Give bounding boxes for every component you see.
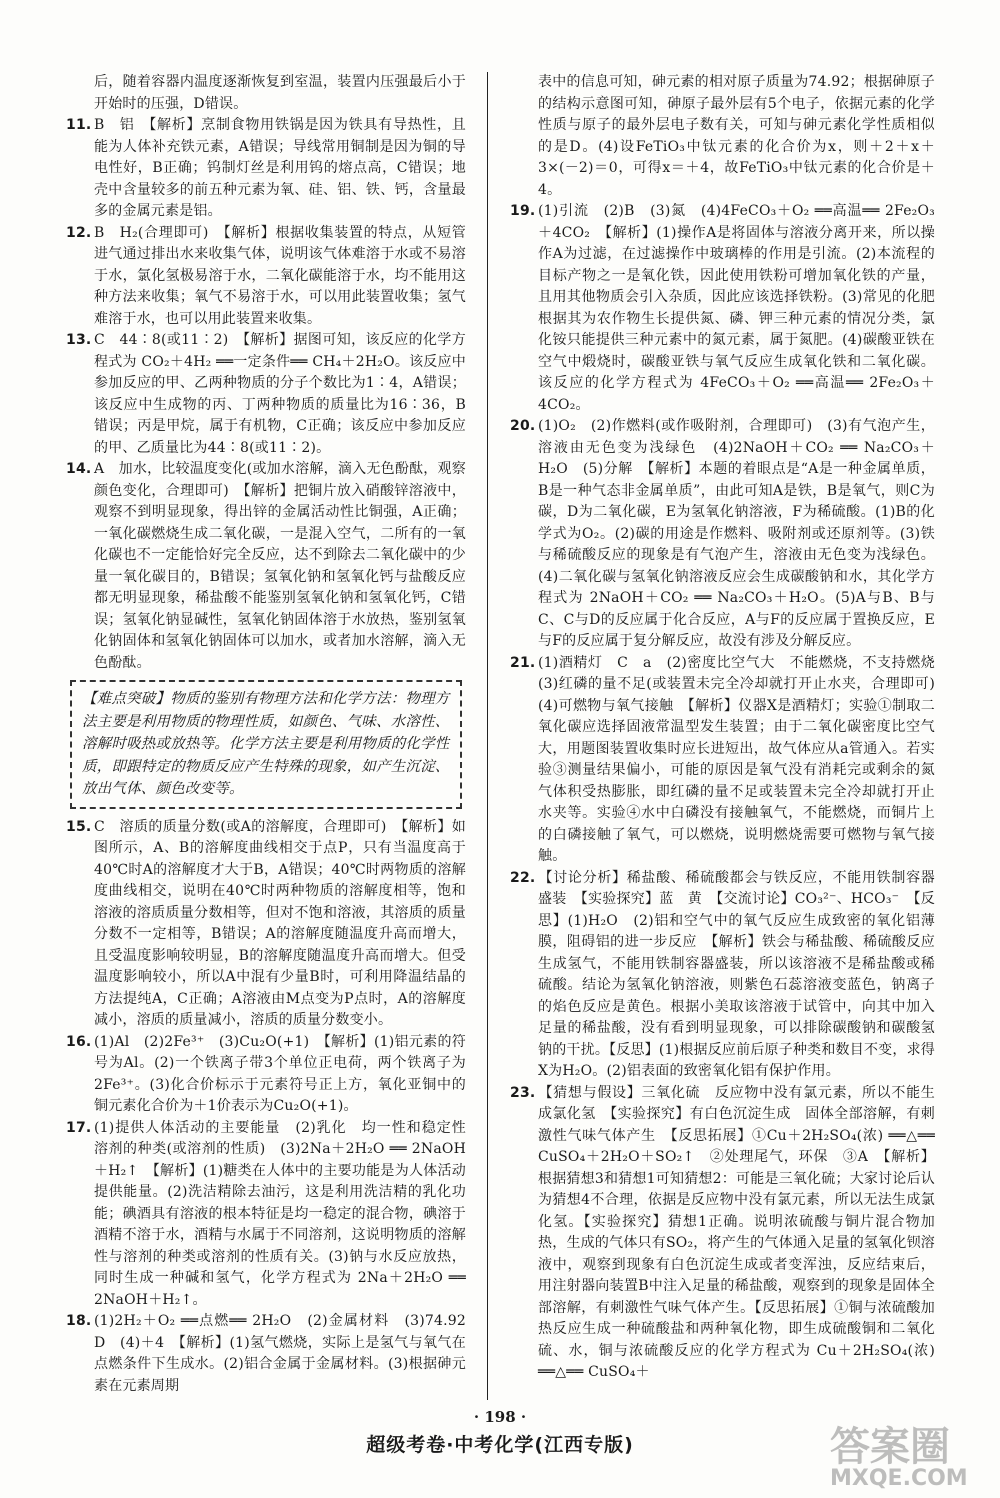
answer-text: (1)Al (2)2Fe³⁺ (3)Cu₂O(+1) 【解析】(1)铝元素的符号为Al。(2)一个铁离子带3个单位正电荷，两个铁离子为2Fe³⁺。(3)化合价标示于元素符号正上方，氧化亚铜中的铜元素化合价为＋1价表示为Cu₂O(+1)。 bbox=[94, 1033, 466, 1115]
answer-item bbox=[66, 330, 466, 459]
answer-item bbox=[66, 1032, 466, 1118]
answer-item bbox=[66, 72, 466, 115]
watermark-text: 答案圈 bbox=[830, 1424, 950, 1470]
answer-text: C 44∶8(或11∶2) 【解析】据图可知，该反应的化学方程式为 CO₂＋4H₂ ══一定条件══ CH₄＋2H₂O。该反应中参加反应的甲、乙两种物质的分子个数比为1∶4，A错误；该反应中生成物的丙、丁两种物质的质量比为16∶36，B错误；丙是甲烷，属于有机物，C正确；该反应中参加反应的甲、乙质量比为44∶8(或11∶2)。 bbox=[94, 332, 466, 456]
answer-text: 表中的信息可知，砷元素的相对原子质量为74.92；根据砷原子的结构示意图可知，砷原子最外层有5个电子，依据元素的化学性质与原子的最外层电子数有关，可知与砷元素化学性质相似的是D。(4)设FeTiO₃中钛元素的化合价为x，则＋2＋x＋3×(－2)＝0，可得x＝＋4，故FeTiO₃中钛元素的化合价是＋4。 bbox=[538, 74, 935, 198]
answer-item bbox=[66, 1118, 481, 1312]
book-title: 超级考卷·中考化学(江西专版) bbox=[366, 1434, 634, 1456]
question-number: 17. bbox=[66, 1119, 92, 1136]
column-divider bbox=[487, 72, 488, 1400]
answer-text: A 加水，比较温度变化(或加水溶解，滴入无色酚酞，观察颜色变化，合理即可) 【解析】把铜片放入硝酸锌溶液中，观察不到明显现象，得出锌的金属活动性比铜强，A正确；一氧化碳燃烧生成二氧化碳，一是混入空气，二所有的一氧化碳也不一定能恰好完全反应，达不到除去二氧化碳中的少量一氧化碳目的，B错误；氢氧化钠和氢氧化钙与盐酸反应都无明显现象，稀盐酸不能鉴别氢氧化钠和氢氧化钙，C错误；氢氧化钠显碱性，氢氧化钠固体溶于水放热，鉴别氢氧化钠固体和氢氧化钠固体可以加水，或者加水溶解，滴入无色酚酞。 bbox=[94, 461, 466, 671]
answer-text: 后，随着容器内温度逐渐恢复到室温，装置内压强最后小于开始时的压强，D错误。 bbox=[94, 74, 466, 112]
answer-text: B H₂(合理即可) 【解析】根据收集装置的特点，从短管进气通过排出水来收集气体，说明该气体难溶于水或不易溶于水，氯化氢极易溶于水，二氧化碳能溶于水，均不能用这种方法来收集；氧气不易溶于水，可以用此装置收集；氢气难溶于水，也可以用此装置来收集。 bbox=[94, 224, 466, 327]
question-number: 16. bbox=[66, 1033, 92, 1050]
answer-item bbox=[510, 416, 935, 653]
answer-text: (1)O₂ (2)作燃料(或作吸附剂，合理即可) (3)有气泡产生，溶液由无色变为浅绿色 (4)2NaOH＋CO₂ ══ Na₂CO₃＋H₂O (5)分解 【解析】本题的着眼点是“A是一种金属单质，B是一种气态非金属单质”，由此可知A是铁，B是氧气，则C为碳，D为二氧化碳，E为氢氧化钠溶液，F为稀硫酸。(1)B的化学式为O₂。(2)碳的用途是作燃料、吸附剂或还原剂等。(3)铁与稀硫酸反应的现象是有气泡产生，溶液由无色变为浅绿色。(4)二氧化碳与氢氧化钠溶液反应会生成碳酸钠和水，其化学方程式为 2NaOH＋CO₂ ══ Na₂CO₃＋H₂O。(5)A与B、B与C、C与D的反应属于化合反应，A与F的反应属于置换反应，E与F的反应属于复分解反应，故没有涉及分解反应。 bbox=[538, 418, 935, 649]
answer-item bbox=[66, 1311, 481, 1397]
difficulty-note-box: 【难点突破】物质的鉴别有物理方法和化学方法：物理方法主要是利用物质的物理性质，如颜色、气味、水溶性、溶解时吸热或放热等。化学方法主要是利用物质的化学性质，即跟特定的物质反应产生特殊的现象，如产生沉淀、放出气体、颜色改变等。 bbox=[70, 680, 462, 809]
answer-text: (1)引流 (2)B (3)氮 (4)4FeCO₃＋O₂ ══高温══ 2Fe₂O₃＋4CO₂ 【解析】(1)操作A是将固体与溶液分离开来，所以操作A为过滤，在过滤操作中玻璃棒的作用是引流。(2)本流程的目标产物之一是氧化铁，因此使用铁粉可增加氧化铁的产量，且用其他物质会引入杂质，因此应该选择铁粉。(3)常见的化肥根据其为农作物生长提供氮、磷、钾三种元素的情况分类，氯化铵只能提供三种元素中的氮元素，属于氮肥。(4)碳酸亚铁在空气中煅烧时，碳酸亚铁与氧气反应生成氧化铁和二氧化碳。该反应的化学方程式为 4FeCO₃＋O₂ ══高温══ 2Fe₂O₃＋4CO₂。 bbox=[538, 203, 935, 413]
answer-item bbox=[510, 201, 935, 416]
answer-text: 【讨论分析】稀盐酸、稀硫酸都会与铁反应，不能用铁制容器盛装 【实验探究】蓝 黄 【交流讨论】CO₃²⁻、HCO₃⁻ 【反思】(1)H₂O (2)铝和空气中的氧气反应生成致密的氧化铝薄膜，阻碍铝的进一步反应 【解析】铁会与稀盐酸、稀硫酸反应生成氢气，不能用铁制容器盛装，所以该溶液不是稀盐酸或稀硫酸。结论为氢氧化钠溶液，则紫色石蕊溶液变蓝色，钠离子的焰色反应是黄色。根据小美取该溶液于试管中，向其中加入足量的稀盐酸，没有看到明显现象，可以排除碳酸钠和碳酸氢钠的干扰。【反思】(1)根据反应前后原子种类和数目不变，求得X为H₂O。(2)铝表面的致密氧化铝有保护作用。 bbox=[538, 869, 935, 1079]
answer-item bbox=[510, 1083, 935, 1384]
question-number: 14. bbox=[66, 461, 92, 477]
page-number: · 198 · bbox=[473, 1408, 527, 1426]
answer-text: 【猜想与假设】三氧化硫 反应物中没有氯元素，所以不能生成氯化氢 【实验探究】有白色沉淀生成 固体全部溶解，有刺激性气味气体产生 【反思拓展】①Cu＋2H₂SO₄(浓) ══△══ CuSO₄＋2H₂O＋SO₂↑ ②处理尾气，环保 ③A 【解析】根据猜想3和猜想1可知猜想2：可能是三氧化硫；大家讨论后认为猜想4不合理，依据是反应物中没有氯元素，所以无法生成氯化氢。【实验探究】猜想1正确。说明浓硫酸与铜片混合物加热，生成的气体只有SO₂，将产生的气体通入足量的氢氧化钡溶液中，观察到现象有白色沉淀生成或者变浑浊，反应结束后，用注射器向装置B中注入足量的稀盐酸，观察到的现象是固体全部溶解，有刺激性气味气体产生。【反思拓展】①铜与浓硫酸加热反应生成一种硫酸盐和两种氧化物，即生成硫酸铜和二氧化硫、水，铜与浓硫酸反应的化学方程式为 Cu＋2H₂SO₄(浓) ══△══ CuSO₄＋ bbox=[538, 1084, 935, 1380]
answer-text: C 溶质的质量分数(或A的溶解度，合理即可) 【解析】如图所示，A、B的溶解度曲线相交于点P，只有当温度高于40℃时A的溶解度才大于B，A错误；40℃时两物质的溶解度曲线相交，说明在40℃时两种物质的溶解度相等，饱和溶液的溶质质量分数相等，但对不饱和溶液，其溶质的质量分数不一定相等，B错误；A的溶解度随温度升高而增大，且受温度影响较明显，B的溶解度随温度升高而增大。但受温度影响较小，所以A中混有少量B时，可利用降温结晶的方法提纯A，C正确；A溶液由M点变为P点时，A的溶解度减小，溶质的质量减小，溶质的质量分数变小。 bbox=[94, 818, 466, 1029]
answer-item bbox=[66, 459, 466, 674]
answer-text: (1)酒精灯 C a (2)密度比空气大 不能燃烧，不支持燃烧 (3)红磷的量不足(或装置未完全冷却就打开止水夹，合理即可) (4)可燃物与氧气接触 【解析】仪器X是酒精灯；实验①制取二氧化碳应选择固液常温型发生装置；由于二氧化碳密度比空气大，用题图装置收集时应长进短出，故气体应从a管通入。若实验③测量结果偏小，可能的原因是氧气没有消耗完或剩余的氮气体积受热膨胀，即红磷的量不足或装置未完全冷却就打开止水夹等。实验④水中白磷没有接触氧气，不能燃烧，而铜片上的白磷接触了氧气，可以燃烧，说明燃烧需要可燃物与氧气接触。 bbox=[538, 654, 950, 864]
answer-item bbox=[66, 817, 466, 1032]
question-number: 20. bbox=[510, 418, 536, 434]
watermark-url: MXQE.COM bbox=[830, 1466, 968, 1491]
question-number: 19. bbox=[510, 203, 536, 219]
answer-item bbox=[510, 653, 950, 868]
answer-item bbox=[510, 868, 935, 1083]
question-number: 22. bbox=[510, 869, 536, 886]
answer-item bbox=[66, 115, 466, 223]
answer-text: (1)2H₂＋O₂ ══点燃══ 2H₂O (2)金属材料 (3)74.92 D (4)＋4 【解析】(1)氢气燃烧，实际上是氢气与氧气在点燃条件下生成水。(2)铝合金属于金属材料。(3)根据砷元素在元素周期 bbox=[94, 1313, 481, 1394]
question-number: 15. bbox=[66, 818, 92, 835]
question-number: 23. bbox=[510, 1084, 536, 1101]
question-number: 21. bbox=[510, 654, 536, 671]
answer-item bbox=[66, 223, 466, 331]
right-column bbox=[510, 72, 950, 1384]
question-number: 18. bbox=[66, 1313, 92, 1330]
question-number: 11. bbox=[66, 117, 92, 133]
answer-text: (1)提供人体活动的主要能量 (2)乳化 均一性和稳定性 溶剂的种类(或溶剂的性质) (3)2Na＋2H₂O ══ 2NaOH＋H₂↑ 【解析】(1)糖类在人体中的主要功能是为人体活动提供能量。(2)洗洁精除去油污，这是利用洗洁精的乳化功能；碘酒具有溶液的根本特征是均一稳定的混合物，碘溶于酒精不溶于水，酒精与水属于不同溶剂，这说明物质的溶解性与溶剂的种类或溶剂的性质有关。(3)钠与水反应放热，同时生成一种碱和氢气，化学方程式为 2Na＋2H₂O ══ 2NaOH＋H₂↑。 bbox=[94, 1119, 481, 1308]
question-number: 12. bbox=[66, 224, 92, 241]
left-column bbox=[66, 72, 481, 1397]
answer-text: B 铝 【解析】烹制食物用铁锅是因为铁具有导热性，且能为人体补充铁元素，A错误；导线常用铜制是因为铜的导电性好，B正确；钨制灯丝是利用钨的熔点高，C错误；地壳中含量较多的前五种元素为氧、硅、铝、铁、钙，含量最多的金属元素是铝。 bbox=[94, 117, 466, 219]
watermark-logo bbox=[830, 1415, 990, 1493]
answer-item bbox=[510, 72, 935, 201]
question-number: 13. bbox=[66, 332, 92, 348]
